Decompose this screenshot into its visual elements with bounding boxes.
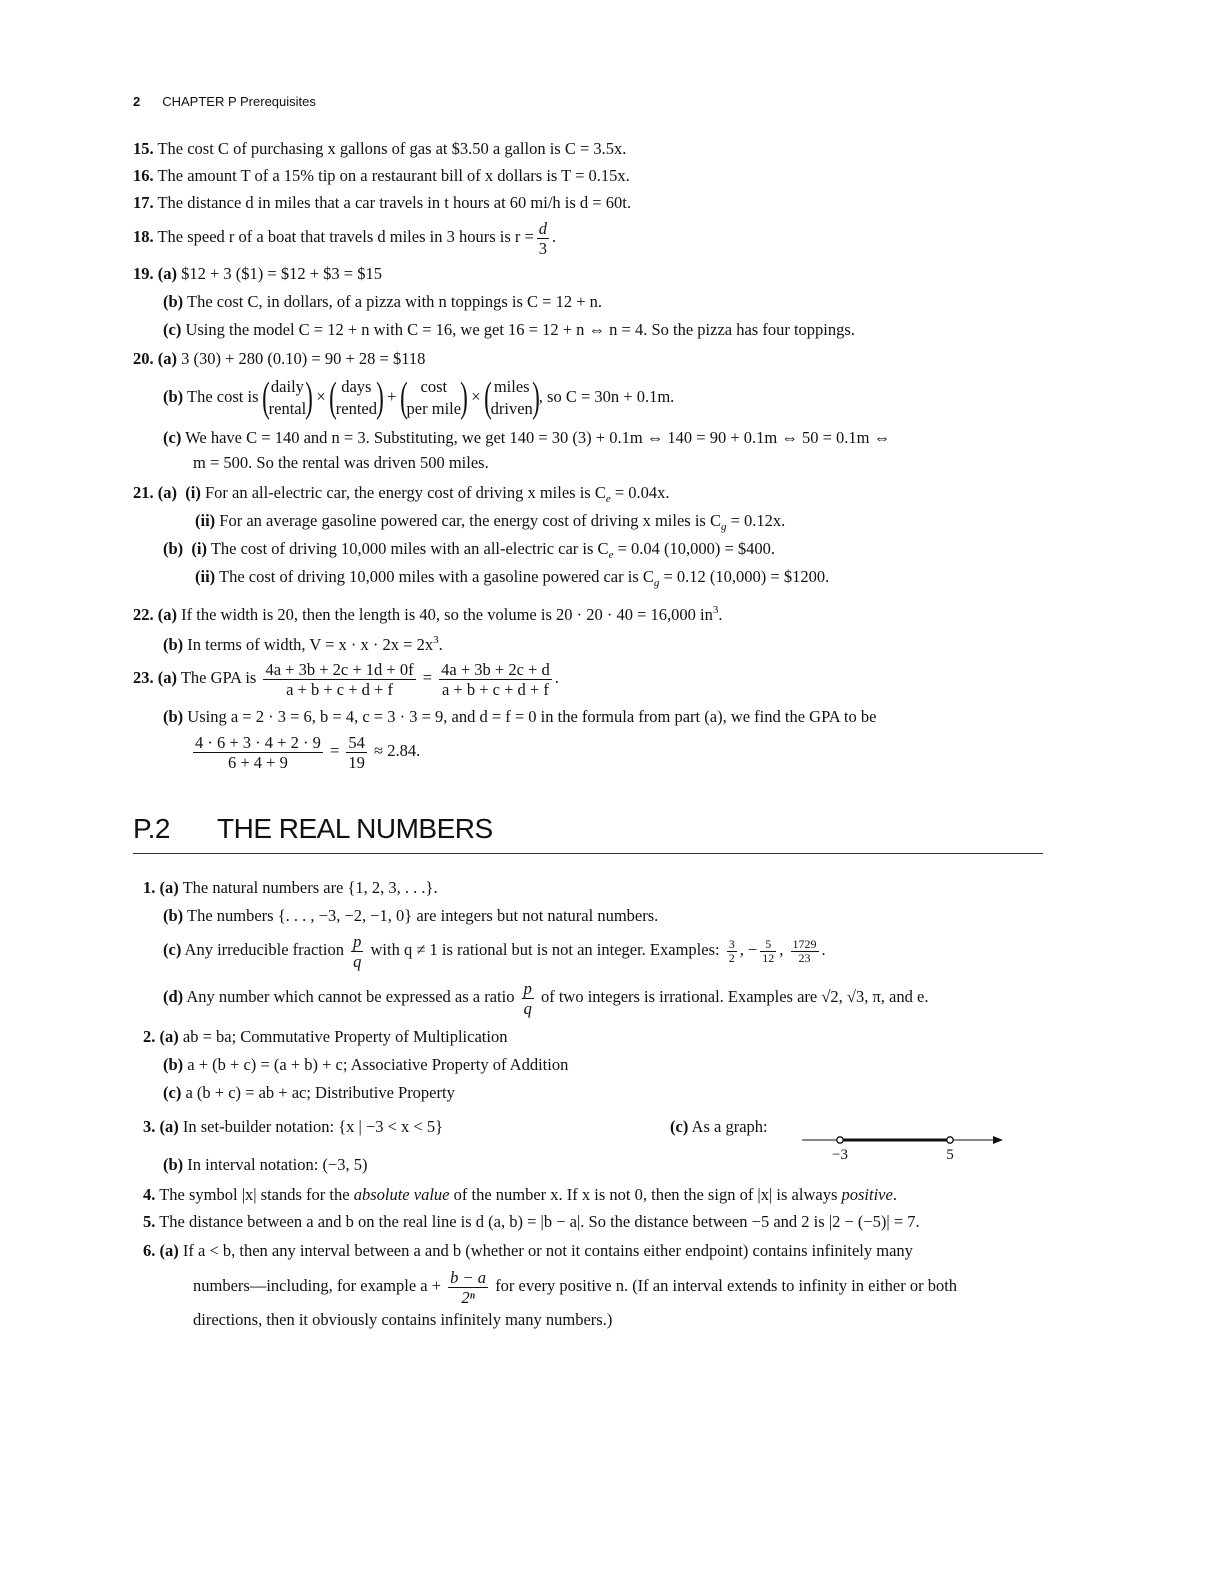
item-20b [163, 374, 674, 420]
item-text: For an average gasoline powered car, the energy cost of driving x miles is C [219, 511, 721, 530]
numerator: p [523, 978, 532, 998]
page-number: 2 [133, 94, 141, 109]
stacked-term [336, 376, 377, 420]
item-text: The cost C, in dollars, of a pizza with n toppings is C = 12 + n. [187, 292, 603, 311]
item-number: 1. [143, 878, 156, 897]
operator: + [387, 387, 397, 406]
term-bottom: rented [335, 399, 377, 419]
item-text: The cost of driving 10,000 miles with a gasoline powered car is C [219, 567, 654, 586]
numerator: d [538, 218, 548, 238]
item-text: Using the model C = 12 + n with C = 16, we get 16 = 12 + n ⇔ n = 4. So the pizza has four toppings. [185, 320, 855, 339]
s2-q4 [143, 1185, 897, 1205]
item-15 [133, 139, 626, 159]
item-text: of two integers is irrational. Examples are √2, √3, π, and e. [540, 987, 929, 1006]
section-rule [133, 853, 1043, 854]
item-text: of the number x. If x is not 0, then the sign of |x| is always [453, 1185, 838, 1204]
tick-label-left: −3 [832, 1147, 848, 1163]
item-23a [133, 658, 559, 699]
item-text: = 0.04x. [610, 483, 670, 502]
example-fraction [791, 938, 819, 965]
denominator: a + b + c + d + f [263, 679, 415, 699]
item-text: The cost of driving 10,000 miles with an all-electric car is C [210, 539, 609, 558]
s2-q3a [143, 1117, 443, 1137]
item-text: Any irreducible fraction [184, 940, 344, 959]
left-paren: ( [328, 375, 337, 422]
item-text: In interval notation: (−3, 5) [187, 1155, 368, 1174]
item-text: = 0.12x. [726, 511, 786, 530]
denominator: a + b + c + d + f [439, 679, 552, 699]
item-text: a (b + c) = ab + ac; Distributive Property [185, 1083, 455, 1102]
item-21b-ii [195, 567, 829, 593]
stacked-term [269, 376, 307, 420]
part-label: (a) [159, 1241, 179, 1260]
numerator: 54 [348, 732, 365, 752]
left-paren: ( [399, 375, 408, 422]
item-text: The distance between a and b on the real line is d (a, b) = |b − a|. So the distance between −5 and 2 is |2 − (−5)| = 7. [159, 1212, 920, 1231]
item-19a [133, 264, 382, 284]
punct: . [552, 227, 557, 246]
item-text: In terms of width, V = x · x · 2x = 2x [187, 635, 434, 654]
emphasis: positive [841, 1185, 893, 1204]
denominator: 19 [348, 752, 365, 772]
item-number: 6. [143, 1241, 156, 1260]
item-text: $12 + 3 ($1) = $12 + $3 = $15 [181, 264, 382, 283]
section-number: P.2 [133, 813, 170, 844]
fraction [351, 932, 363, 971]
superscript: 3 [433, 634, 439, 646]
emphasis: absolute value [353, 1185, 450, 1204]
item-number: 22. [133, 605, 154, 624]
left-paren: ( [483, 375, 492, 422]
item-text: The speed r of a boat that travels d miles in 3 hours is r = [157, 227, 534, 246]
part-label: (b) [163, 387, 184, 406]
item-number: 15. [133, 139, 154, 158]
term-top: cost [420, 377, 448, 397]
part-label: (c) [163, 1083, 182, 1102]
item-text: 3 (30) + 280 (0.10) = 90 + 28 = $118 [181, 349, 426, 368]
left-paren: ( [261, 375, 270, 422]
item-number: 21. [133, 483, 154, 502]
item-number: 23. [133, 668, 154, 687]
item-number: 20. [133, 349, 154, 368]
running-head [133, 92, 316, 112]
item-21a-i [133, 483, 670, 509]
subpart-label: (ii) [195, 567, 216, 586]
item-number: 19. [133, 264, 154, 283]
denominator: 23 [791, 951, 819, 965]
item-23b [163, 707, 876, 727]
item-text: For an all-electric car, the energy cost of driving x miles is C [204, 483, 606, 502]
subscript: g [653, 577, 660, 589]
running-title: CHAPTER P Prerequisites [162, 94, 316, 109]
denominator: 2ⁿ [448, 1287, 488, 1307]
item-text: = 0.12 (10,000) = $1200. [659, 567, 830, 586]
right-paren: ) [376, 375, 384, 422]
item-text: If a < b, then any interval between a and b (whether or not it contains either endpoint) contains infinitely many [182, 1241, 913, 1260]
part-label: (a) [159, 878, 179, 897]
numerator: 4a + 3b + 2c + d [441, 659, 550, 679]
operator: = [329, 741, 340, 760]
item-19b [163, 292, 602, 312]
fraction [263, 660, 415, 699]
punct: . [892, 1185, 897, 1204]
item-text: = 0.04 (10,000) = $400. [613, 539, 776, 558]
part-label: (a) [157, 668, 177, 687]
term-top: miles [493, 377, 530, 397]
stacked-term [407, 376, 462, 420]
item-text: If the width is 20, then the length is 40, so the volume is 20 · 20 · 40 = 16,000 in [181, 605, 713, 624]
denominator: 12 [762, 950, 775, 965]
operator: × [471, 387, 481, 406]
part-label: (d) [163, 987, 184, 1006]
numerator: 4a + 3b + 2c + 1d + 0f [265, 659, 414, 679]
number-line-graph [800, 1128, 1010, 1164]
item-20c [163, 428, 890, 448]
item-text: Any number which cannot be expressed as a ratio [186, 987, 515, 1006]
part-label: (c) [163, 940, 182, 959]
punct: . [554, 668, 559, 687]
item-text: The amount T of a 15% tip on a restaurant bill of x dollars is T = 0.15x. [157, 166, 630, 185]
denominator: q [353, 951, 362, 971]
open-endpoint-left [837, 1137, 843, 1143]
fraction [193, 733, 323, 772]
right-paren: ) [305, 375, 314, 422]
numerator: 1729 [792, 936, 817, 951]
section-title: THE REAL NUMBERS [217, 813, 493, 844]
item-number: 2. [143, 1027, 156, 1046]
s2-q2b [163, 1055, 568, 1075]
fraction [439, 660, 552, 699]
part-label: (a) [159, 1027, 179, 1046]
item-text: directions, then it obviously contains infinitely many numbers.) [193, 1310, 613, 1329]
term-bottom: driven [490, 399, 533, 419]
subscript: e [605, 493, 611, 505]
punct: . [718, 605, 723, 624]
term-bottom: per mile [406, 399, 462, 419]
item-text: ab = ba; Commutative Property of Multiplication [182, 1027, 508, 1046]
example-fraction [760, 938, 776, 965]
item-text: m = 500. So the rental was driven 500 miles. [193, 453, 489, 472]
s2-q5 [143, 1212, 920, 1232]
part-label: (b) [163, 1055, 184, 1074]
item-text: As a graph: [691, 1117, 768, 1136]
punct: . [438, 635, 443, 654]
item-text: The cost is [187, 387, 259, 406]
open-endpoint-right [947, 1137, 953, 1143]
item-22a [133, 600, 723, 625]
superscript: 3 [712, 604, 719, 616]
arrow-head-icon [993, 1136, 1003, 1144]
item-20c-cont [193, 453, 489, 473]
tick-label-right: 5 [946, 1147, 954, 1163]
subscript: g [720, 521, 727, 533]
part-label: (b) [163, 292, 184, 311]
item-number: 3. [143, 1117, 156, 1136]
subpart-label: (i) [185, 483, 201, 502]
numerator: 5 [765, 936, 772, 951]
s2-q6a-cont2 [193, 1310, 612, 1330]
item-16 [133, 166, 630, 186]
item-22b [163, 630, 443, 655]
s2-q1d [163, 977, 928, 1018]
item-19c [163, 320, 855, 340]
s2-q3b [163, 1155, 368, 1175]
part-label: (a) [157, 483, 177, 502]
part-label: (b) [163, 707, 184, 726]
s2-q6a-cont [193, 1266, 957, 1307]
item-21a-ii [195, 511, 785, 537]
denominator: 3 [538, 238, 548, 258]
subpart-label: (ii) [195, 511, 216, 530]
example-fraction [727, 938, 737, 965]
item-17 [133, 193, 631, 213]
s2-q6a [143, 1241, 913, 1261]
numerator: p [353, 931, 362, 951]
term-top: daily [270, 377, 304, 397]
stacked-term [491, 376, 533, 420]
item-text: Using a = 2 · 3 = 6, b = 4, c = 3 · 3 = 9, and d = f = 0 in the formula from part (a), we find the GPA to be [187, 707, 877, 726]
numerator: b − a [450, 1267, 487, 1287]
numerator: 4 · 6 + 3 · 4 + 2 · 9 [195, 732, 321, 752]
item-18 [133, 217, 556, 258]
s2-q1a [143, 878, 438, 898]
fraction [537, 219, 549, 258]
denominator: 6 + 4 + 9 [193, 752, 323, 772]
s2-q1c: (c) Any irreducible fraction $\frac{p}{q}$ with q ≠ 1 is rational but is not an integer. Examples: $\frac{3}{2}$ , − $\frac{5}{12}$ , $\frac{1729}{23}$ . [163, 931, 826, 971]
item-text: In set-builder notation: {x | −3 < x < 5} [182, 1117, 444, 1136]
item-number: 18. [133, 227, 154, 246]
part-label: (c) [670, 1117, 689, 1136]
item-number: 16. [133, 166, 154, 185]
fraction [346, 733, 367, 772]
item-text: The GPA is [180, 668, 257, 687]
term-top: days [341, 377, 372, 397]
item-number: 5. [143, 1212, 156, 1231]
operator: = [422, 668, 433, 687]
right-paren: ) [531, 375, 540, 422]
item-21b-i [163, 539, 775, 565]
part-label: (b) [163, 539, 184, 558]
item-text: a + (b + c) = (a + b) + c; Associative Property of Addition [187, 1055, 569, 1074]
denominator: q [523, 998, 532, 1018]
item-text: numbers—including, for example a + [193, 1276, 442, 1295]
part-label: (a) [159, 1117, 179, 1136]
part-label: (c) [163, 428, 182, 447]
part-label: (a) [157, 605, 177, 624]
fraction [522, 979, 534, 1018]
item-text: with q ≠ 1 is rational but is not an integer. Examples: [370, 940, 720, 959]
s2-q1b [163, 906, 658, 926]
item-number: 4. [143, 1185, 156, 1204]
part-label: (b) [163, 635, 184, 654]
part-label: (a) [157, 264, 177, 283]
part-label: (c) [163, 320, 182, 339]
part-label: (a) [157, 349, 177, 368]
numerator: 3 [728, 936, 735, 951]
fraction [448, 1268, 488, 1307]
subscript: e [608, 549, 614, 561]
operator: × [316, 387, 326, 406]
part-label: (b) [163, 1155, 184, 1174]
item-text: , so C = 30n + 0.1m. [538, 387, 675, 406]
right-paren: ) [460, 375, 468, 422]
item-text: The numbers {. . . , −3, −2, −1, 0} are integers but not natural numbers. [187, 906, 659, 925]
item-text: We have C = 140 and n = 3. Substituting, we get 140 = 30 (3) + 0.1m ⇔ 140 = 90 + 0.1m ⇔ 50 = 0.1m ⇔ [185, 428, 891, 447]
s2-q2c [163, 1083, 455, 1103]
item-text: The cost C of purchasing x gallons of gas at $3.50 a gallon is C = 3.5x. [157, 139, 627, 158]
denominator: 2 [728, 950, 735, 965]
part-label: (b) [163, 906, 184, 925]
item-20a [133, 349, 425, 369]
item-23b-cont [190, 731, 420, 772]
item-text: for every positive n. (If an interval extends to infinity in either or both [495, 1276, 958, 1295]
s2-q2a [143, 1027, 507, 1047]
s2-q3c [670, 1117, 768, 1137]
item-number: 17. [133, 193, 154, 212]
subpart-label: (i) [191, 539, 207, 558]
item-text: The symbol |x| stands for the [159, 1185, 350, 1204]
item-text: The distance d in miles that a car travels in t hours at 60 mi/h is d = 60t. [157, 193, 631, 212]
term-bottom: rental [268, 399, 307, 419]
item-text: ≈ 2.84. [374, 741, 421, 760]
item-text: The natural numbers are {1, 2, 3, . . .}. [182, 878, 438, 897]
